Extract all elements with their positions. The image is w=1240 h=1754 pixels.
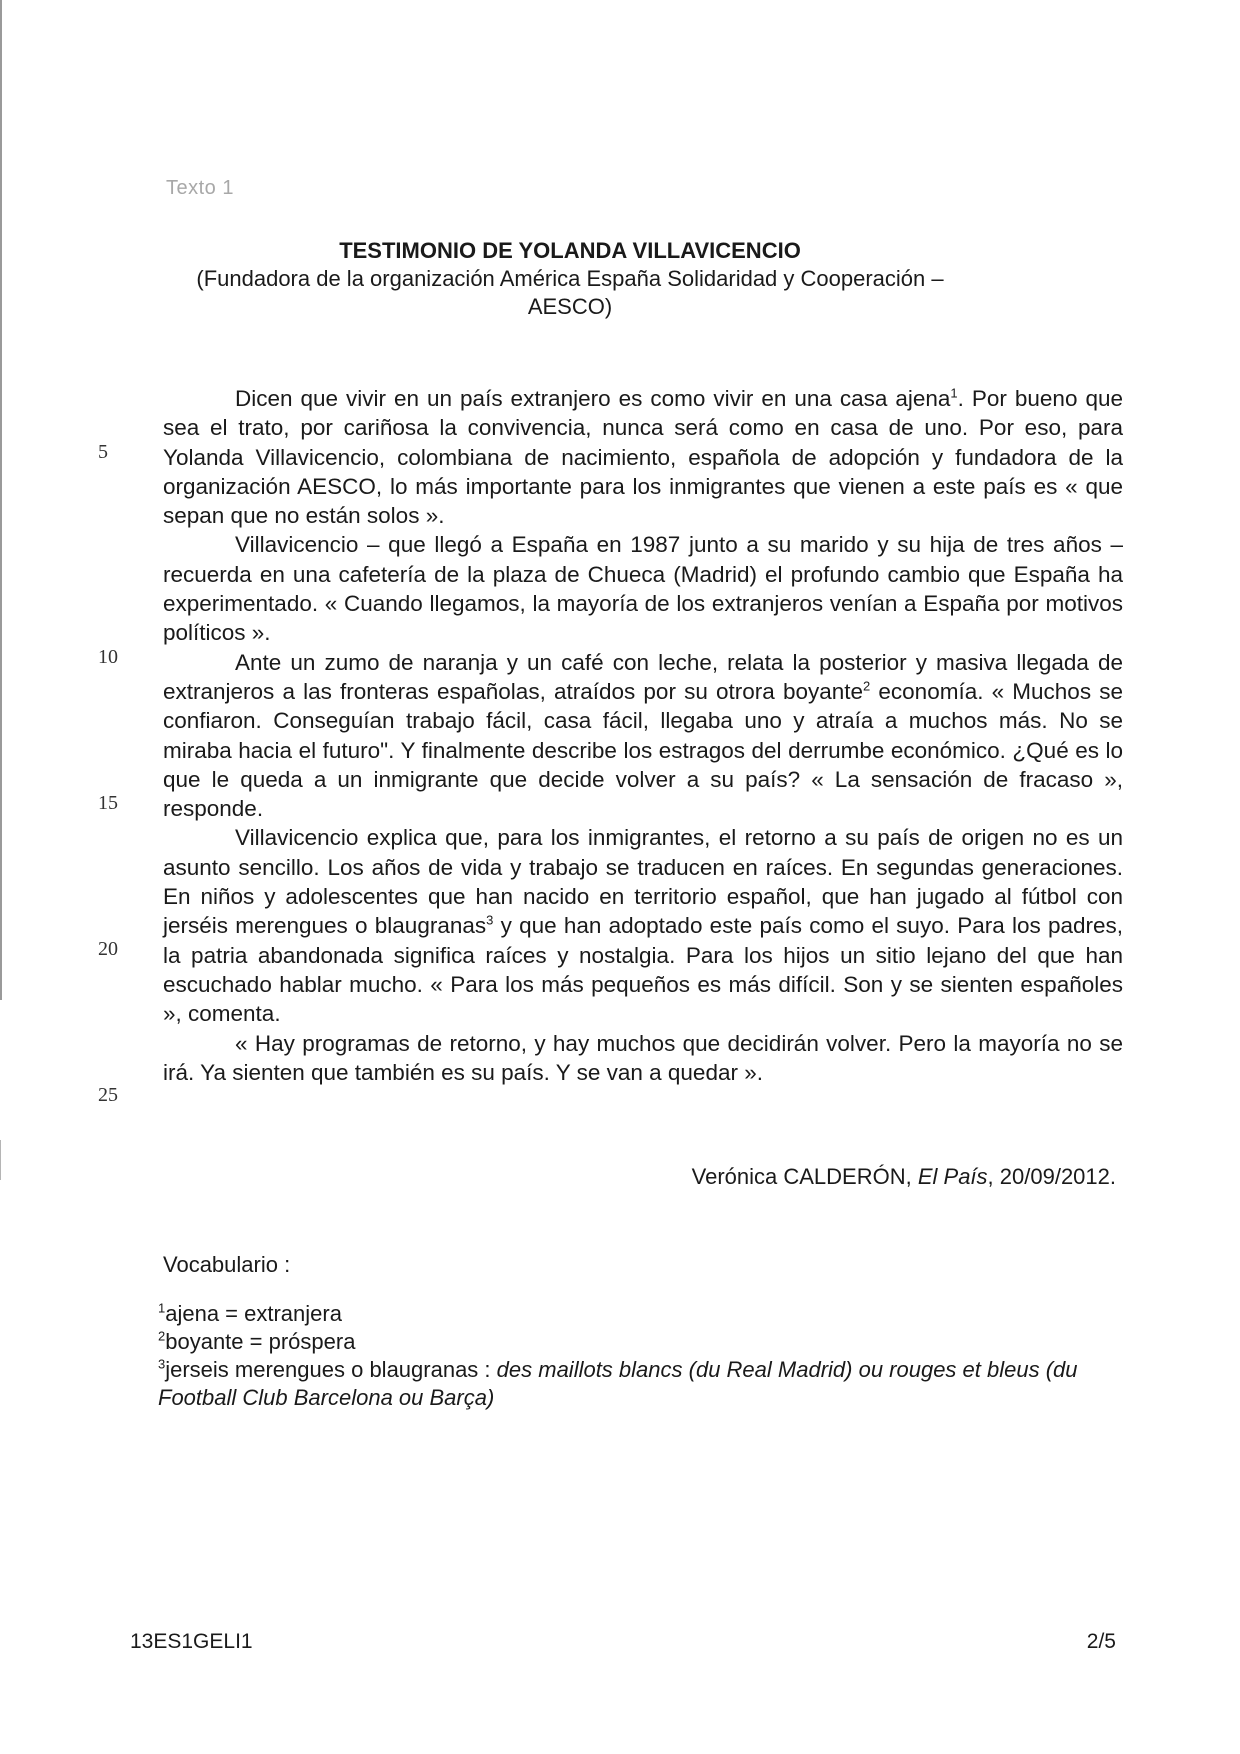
scan-edge — [0, 0, 2, 1000]
vocabulary-number: 1 — [158, 1300, 166, 1316]
footnote-ref-2: 2 — [863, 678, 871, 694]
source-publication: El País — [917, 1164, 988, 1189]
vocabulary-item — [158, 1328, 1123, 1356]
vocabulary-list — [158, 1300, 1123, 1412]
article-source — [692, 1164, 1116, 1190]
footnote-ref-1: 1 — [950, 385, 958, 401]
line-number-10: 10 — [98, 646, 118, 668]
vocabulary-heading: Vocabulario : — [163, 1252, 291, 1277]
paragraph-4-text-a: Villavicencio explica que, para los inmigrantes, el retorno a su país de origen no es un asunto sencillo. Los años de vida y trabajo se traducen en raíces. En segundas generaciones. En niños y adolescentes que han nacido en territorio español, que han jugado al fútbol con jerséis merengues o blaugranas — [163, 825, 1123, 939]
paragraph-4-text-b: y que han adoptado este país como el suyo. Para los padres, la patria abandonada significa raíces y nostalgia. Para los hijos un sitio lejano del que han escuchado hablar mucho. « Para los más pequeños es más difícil. Son y se sienten españoles », comenta. — [163, 913, 1123, 1027]
vocabulary-item — [158, 1300, 1123, 1328]
footnote-ref-3: 3 — [486, 912, 494, 928]
paragraph-5: « Hay programas de retorno, y hay muchos que decidirán volver. Pero la mayoría no se irá. Ya sienten que también es su país. Y se van a quedar ». — [163, 1030, 1123, 1085]
exam-code: 13ES1GELI1 — [130, 1630, 253, 1653]
source-author: Verónica CALDERÓN, — [691, 1164, 918, 1189]
vocabulary-item — [158, 1356, 1123, 1412]
paragraph-1-text-b: . Por bueno que sea el trato, por cariñosa la convivencia, nunca será como en casa de uno. Por eso, para Yolanda Villavicencio, colombiana de nacimiento, española de adopción y fundadora de la organización AESCO, lo más importante para los inmigrantes que vienen a este país es « que sepan que no están solos ». — [163, 386, 1123, 529]
vocabulary-number: 3 — [158, 1356, 166, 1372]
vocabulary-number: 2 — [158, 1328, 166, 1344]
document-subtitle-line2: AESCO) — [527, 294, 613, 319]
line-number-25: 25 — [98, 1084, 118, 1106]
source-date: , 20/09/2012. — [987, 1164, 1116, 1189]
paragraph-2: Villavicencio – que llegó a España en 1987 junto a su marido y su hija de tres años – recuerda en una cafetería de la plaza de Chueca (Madrid) el profundo cambio que España ha experimentado. « Cuando llegamos, la mayoría de los extranjeros venían a España por motivos políticos ». — [163, 532, 1123, 646]
line-number-20: 20 — [98, 938, 118, 960]
paragraph-4 — [163, 823, 1123, 1028]
texto-label: Texto 1 — [166, 177, 234, 199]
paragraph-1-text-a: Dicen que vivir en un país extranjero es como vivir en una casa ajena — [235, 386, 951, 411]
paragraph-3-text-a: Ante un zumo de naranja y un café con leche, relata la posterior y masiva llegada de extranjeros a las fronteras españolas, atraídos por su otrora boyante — [163, 649, 1123, 704]
page-number: 2/5 — [1086, 1630, 1116, 1653]
line-number-15: 15 — [98, 792, 118, 814]
paragraph-1 — [163, 384, 1123, 530]
vocabulary-translation: des maillots blancs (du Real Madrid) ou rouges et bleus (du Football Club Barcelona ou Barça) — [158, 1357, 1078, 1410]
document-title: TESTIMONIO DE YOLANDA VILLAVICENCIO — [339, 238, 801, 263]
vocabulary-text: boyante = próspera — [165, 1329, 356, 1354]
article-body — [163, 384, 1123, 1087]
line-number-5: 5 — [98, 441, 108, 463]
paragraph-3 — [163, 648, 1123, 824]
document-header — [150, 237, 990, 321]
vocabulary-text: ajena = extranjera — [165, 1301, 342, 1326]
paragraph-3-text-b: economía. « Muchos se confiaron. Conseguían trabajo fácil, casa fácil, llegaba uno y atraía a muchos más. No se miraba hacia el futuro". Y finalmente describe los estragos del derrumbe económico. ¿Qué es lo que le queda a un inmigrante que decide volver a su país? « La sensación de fracaso », responde. — [163, 678, 1123, 822]
scan-edge-mark — [0, 1140, 1, 1180]
document-subtitle-line1: (Fundadora de la organización América España Solidaridad y Cooperación – — [196, 266, 944, 291]
vocabulary-text: jerseis merengues o blaugranas : — [165, 1357, 497, 1382]
